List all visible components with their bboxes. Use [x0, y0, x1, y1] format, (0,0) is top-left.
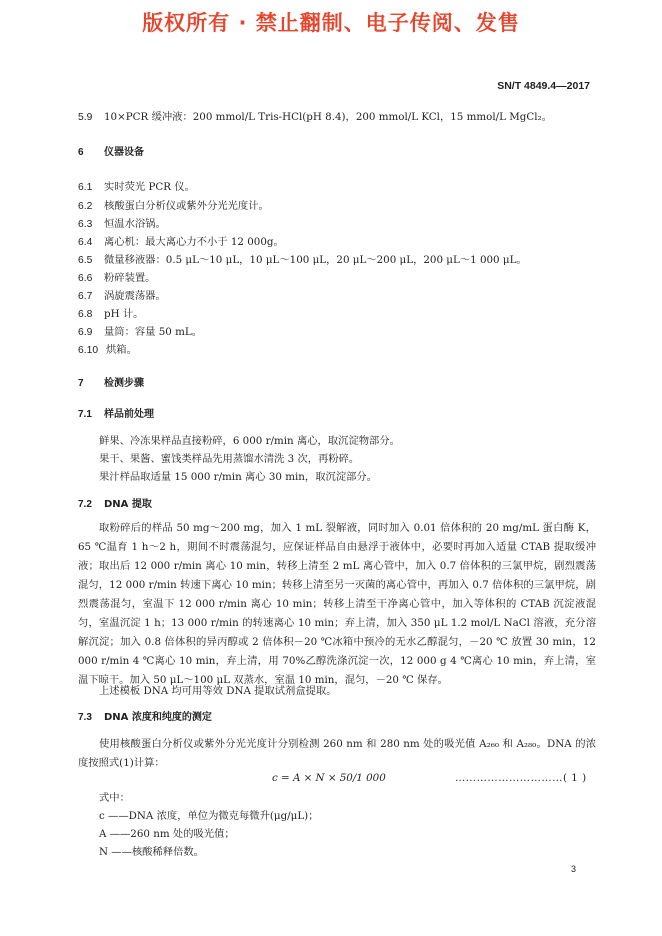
- item-number: 6.6: [78, 273, 93, 284]
- item-number: 5.9: [78, 112, 93, 123]
- paragraph-line: 上述模板 DNA 均可用等效 DNA 提取试剂盒提取。: [99, 685, 337, 697]
- subsection-7-1-heading: [78, 408, 154, 422]
- section-7-heading: [78, 377, 144, 391]
- section-6-heading: [78, 146, 144, 160]
- item-text: 实时荧光 PCR 仪。: [104, 181, 195, 193]
- item-number: 6.9: [78, 327, 93, 338]
- paragraph-line: 果汁样品取适量 15 000 r/min 离心 30 min，取沉淀部分。: [99, 471, 378, 483]
- item-text: 量筒：容量 50 mL。: [104, 326, 203, 338]
- subsection-number: 7.2: [78, 499, 92, 510]
- item-text: 微量移液器：0.5 μL～10 μL，10 μL～100 μL，20 μL～200 μL，200 μL～1 000 μL。: [104, 254, 527, 266]
- dna-extraction-paragraph: 取粉碎后的样品 50 mg～200 mg，加入 1 mL 裂解液，同时加入 0.01 倍体积的 20 mg/mL 蛋白酶 K，65 ℃温育 1 h～2 h，期间不时震荡混匀，应保证样品自由悬浮于液体中，必要时再加入适量 CTAB 提取缓冲液；取出后 12 000 r/min 离心 10 min，转移上清至 2 mL 离心管中，加入 0.7 倍体积的三氯甲烷，剧烈震荡混匀，12 000 r/min 转速下离心 10 min；转移上清至另一灭菌的离心管中，再加入 0.7 倍体积的三氯甲烷，剧烈震荡混匀，室温下 12 000 r/min 离心 10 min；转移上清至干净离心管中，加入等体积的 CTAB 沉淀液混匀，室温沉淀 1 h；13 000 r/min 的转速离心 10 min；弃上清，加入 350 μL 1.2 mol/L NaCl 溶液，充分溶解沉淀；加入 0.8 倍体积的异丙醇或 2 倍体积－20 ℃冰箱中预冷的无水乙醇混匀，－20 ℃ 放置 30 min，12 000 r/min 4 ℃离心 10 min，弃上清，用 70%乙醇洗涤沉淀一次，12 000 g 4 ℃离心 10 min，弃上清，室温下晾干。加入 50 μL～100 μL 双蒸水，室温 10 min，混匀，－20 ℃ 保存。: [78, 522, 596, 686]
- item-text: 离心机：最大离心力不小于 12 000g。: [104, 236, 284, 248]
- where-label: 式中：: [99, 792, 130, 804]
- subsection-7-3-heading: [78, 711, 212, 725]
- page-number: 3: [570, 864, 576, 874]
- list-item: [78, 180, 195, 195]
- item-text: 涡旋震荡器。: [104, 290, 166, 302]
- item-text: 核酸蛋白分析仪或紫外分光光度计。: [104, 200, 269, 212]
- list-item: [78, 271, 155, 286]
- section-number: 6: [78, 147, 84, 158]
- item-text: 恒温水浴锅。: [104, 218, 166, 230]
- item-number: 6.4: [78, 237, 93, 248]
- list-item: [78, 325, 202, 340]
- subsection-number: 7.1: [78, 409, 92, 420]
- list-item: [78, 253, 527, 268]
- section-title: 仪器设备: [104, 147, 144, 158]
- item-number: 6.10: [78, 345, 99, 356]
- item-number: 6.1: [78, 182, 93, 193]
- item-text: 粉碎装置。: [104, 272, 156, 284]
- list-item: [78, 199, 269, 214]
- document-number: SN/T 4849.4—2017: [497, 80, 590, 92]
- subsection-number: 7.3: [78, 712, 92, 723]
- subsection-title: DNA 浓度和纯度的测定: [104, 712, 212, 723]
- definition-line: A ——260 nm 处的吸光值；: [99, 828, 235, 840]
- subsection-title: 样品前处理: [104, 409, 154, 420]
- item-text: 10×PCR 缓冲液：200 mmol/L Tris-HCl(pH 8.4)，200 mmol/L KCl，15 mmol/L MgCl₂。: [104, 111, 552, 123]
- definition-line: c ——DNA 浓度，单位为微克每微升(μg/μL)；: [99, 810, 319, 822]
- list-item: [78, 289, 166, 304]
- item-number: 6.2: [78, 201, 93, 212]
- formula-leader: …………………………: [455, 772, 563, 784]
- paragraph-line: 果干、果酱、蜜饯类样品先用蒸馏水清洗 3 次，再粉碎。: [99, 453, 360, 465]
- formula: c = A × N × 50/1 000: [272, 772, 386, 784]
- subsection-title: DNA 提取: [104, 499, 152, 510]
- list-item: [78, 217, 166, 232]
- item-5-9: [78, 110, 552, 125]
- formula-label: ( 1 ): [562, 772, 587, 784]
- item-number: 6.3: [78, 219, 93, 230]
- definition-line: N ——核酸稀释倍数。: [99, 846, 204, 858]
- list-item: [78, 235, 284, 250]
- item-number: 6.5: [78, 255, 93, 266]
- paragraph-line: 鲜果、冷冻果样品直接粉碎，6 000 r/min 离心，取沉淀物部分。: [99, 435, 400, 447]
- concentration-paragraph: 使用核酸蛋白分析仪或紫外分光光度计分别检测 260 nm 和 280 nm 处的吸光值 A₂₆₀ 和 A₂₈₀。DNA 的浓度按照式(1)计算：: [78, 738, 596, 769]
- item-number: 6.8: [78, 309, 93, 320]
- section-title: 检测步骤: [104, 378, 144, 389]
- item-number: 6.7: [78, 291, 93, 302]
- section-number: 7: [78, 378, 84, 389]
- list-item: [78, 343, 137, 358]
- list-item: [78, 307, 143, 322]
- formula-number: [455, 772, 587, 784]
- subsection-7-2-heading: [78, 498, 152, 512]
- copyright-watermark: 版权所有 · 禁止翻制、电子传阅、发售: [142, 11, 520, 35]
- item-text: 烘箱。: [106, 344, 137, 356]
- item-text: pH 计。: [104, 308, 144, 320]
